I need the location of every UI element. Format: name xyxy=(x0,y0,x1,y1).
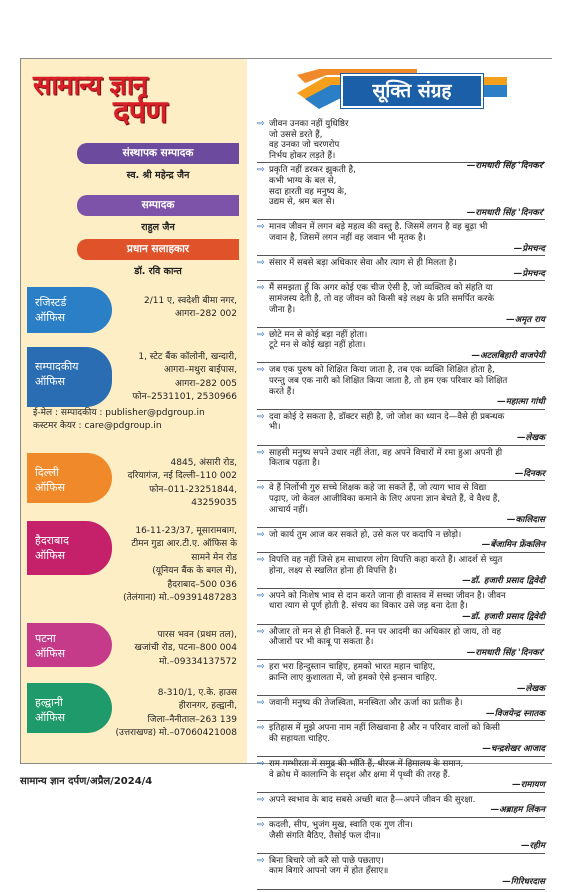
quote-line: भी। xyxy=(269,422,281,433)
arrow-icon: ⇨ xyxy=(257,365,265,376)
quote-author: —चन्द्रशेखर आजाद xyxy=(482,744,545,755)
quote-author: —रामायण xyxy=(512,780,545,791)
quote-line: सामंजस्य देती है, तो वह जीवन को किसी बड़े लक्ष्य के प्रति समर्पित करके xyxy=(269,293,495,304)
masthead-logo xyxy=(33,65,238,130)
quote-line: करते हैं। xyxy=(269,386,295,397)
quote-line: संसार में सबसे बड़ा अधिकार सेवा और त्याग से ही मिलता है। xyxy=(269,258,457,269)
masthead-title-part2: दर्पण xyxy=(113,94,167,130)
arrow-icon: ⇨ xyxy=(257,119,265,129)
office-address-line: 8-310/1, ए.के. हाउस xyxy=(157,688,237,698)
quote-line: किताब पढ़ता है। xyxy=(269,458,320,469)
office-address-line: फोन–011-23251844, xyxy=(149,484,237,495)
quote-item xyxy=(257,165,545,220)
office-email-line: ई-मेल : सम्पादकीय : publisher@pdgroup.in xyxy=(33,407,205,418)
quote-item xyxy=(257,530,545,553)
quote-line: होना, लक्ष्य से स्खलित होना ही विपत्ति है। xyxy=(269,565,397,576)
quote-line: मैं समझता हूँ कि अगर कोई एक चीज ऐसी है, जो व्यक्तित्व को संहति या xyxy=(269,283,493,294)
office-address-line: हैदराबाद–500 036 xyxy=(167,579,237,590)
quote-line: छोटे मन से कोई बड़ा नहीं होता। xyxy=(269,329,368,340)
office-label-line: हैदराबाद xyxy=(35,534,70,547)
office-address xyxy=(132,351,237,405)
staff-role-label: संस्थापक सम्पादक xyxy=(77,143,239,164)
quote-item xyxy=(257,412,545,446)
quote-text xyxy=(269,555,545,576)
quote-item xyxy=(257,448,545,482)
office-label-line: ऑफिस xyxy=(35,647,66,660)
quote-list xyxy=(257,119,545,892)
office-address-line: 2/11 ए, स्वदेशी बीमा नगर, xyxy=(143,296,237,306)
quote-line: इतिहास में मुझे अपना नाम नहीं लिखवाना है और न परिवार वालों को किसी xyxy=(269,723,500,734)
quote-text xyxy=(269,627,545,648)
office-label-tab xyxy=(27,347,112,407)
quote-line: आचार्य नहीं। xyxy=(269,504,308,515)
office-address-line: आगरा–282 002 xyxy=(175,309,237,320)
arrow-icon: ⇨ xyxy=(257,165,265,176)
quote-item xyxy=(257,330,545,364)
arrow-icon: ⇨ xyxy=(257,529,265,540)
page-footer: सामान्य ज्ञान दर्पण/अप्रैल/2024/4 xyxy=(20,776,153,787)
quote-item xyxy=(257,591,545,625)
quote-text xyxy=(269,448,545,469)
quote-text xyxy=(269,795,545,806)
office-address-line: जिला–नैनीताल–263 139 xyxy=(147,714,237,725)
office-label-line: ऑफिस xyxy=(35,375,66,388)
quote-line: वह उनका जो चरणरोप xyxy=(269,140,340,151)
arrow-icon: ⇨ xyxy=(257,329,265,340)
quote-author: —गिरिधरदास xyxy=(502,877,545,887)
arrow-icon: ⇨ xyxy=(257,258,265,269)
quote-line: कभी भाग्य के बल से, xyxy=(269,175,337,186)
quote-item xyxy=(257,365,545,409)
quote-item xyxy=(257,795,545,818)
office-label-line: पटना xyxy=(35,632,56,645)
quote-text xyxy=(269,365,545,397)
arrow-icon: ⇨ xyxy=(257,222,265,233)
office-label-line: ऑफिस xyxy=(35,481,66,494)
quote-author: —डॉ. हजारी प्रसाद द्विवेदी xyxy=(462,576,545,587)
quote-line: परन्तु जब एक नारी को शिक्षित किया जाता है, तो हम एक परिवार को शिक्षित xyxy=(269,376,508,387)
arrow-icon: ⇨ xyxy=(257,626,265,637)
quote-text xyxy=(269,591,545,612)
quote-text xyxy=(269,856,545,877)
office-address-line: 1, स्टेट बैंक कॉलोनी, खन्दारी, xyxy=(138,352,237,362)
quote-author: —महात्मा गांधी xyxy=(497,397,545,408)
office-label-line: रजिस्टर्ड xyxy=(35,296,67,309)
left-column xyxy=(21,59,247,763)
arrow-icon: ⇨ xyxy=(257,554,265,565)
quote-item xyxy=(257,820,545,854)
office-label-line: ऑफिस xyxy=(35,711,66,724)
quote-item xyxy=(257,222,545,256)
quote-line: धारा त्याग से पूर्ण होती है. संचय का विकार उसे जड़ बना देता है। xyxy=(269,601,468,612)
office-address-line: टीमन गुडा आर.टी.ए. ऑफिस के xyxy=(131,539,237,550)
staff-role-label: प्रधान सलाहकार xyxy=(77,239,239,260)
quote-author: —रहीम xyxy=(520,841,545,852)
quote-line: उद्यम से, श्रम बल से। xyxy=(269,197,335,208)
quote-author: —बेंजामिन फ्रेंकलिन xyxy=(481,540,545,551)
quote-text xyxy=(269,698,545,709)
masthead-title-part1: सामान्य ज्ञान xyxy=(33,70,147,101)
quote-text xyxy=(269,330,545,351)
section-title: सूक्ति संग्रह xyxy=(341,74,483,108)
office-label-tab xyxy=(27,521,112,575)
office-label-line: दिल्ली xyxy=(35,466,59,479)
quote-line: औजार तो मन से ही निकले हैं. मन पर आदमी का अधिकार हो जाय, तो वह xyxy=(269,626,502,637)
quote-text xyxy=(269,759,545,780)
arrow-icon: ⇨ xyxy=(257,759,265,770)
arrow-icon: ⇨ xyxy=(257,283,265,294)
office-address xyxy=(128,457,237,511)
quote-item xyxy=(257,662,545,696)
staff-name: डॉ. रवि कान्त xyxy=(134,266,182,277)
quote-line: जवानी मनुष्य की तेजस्विता, मनस्विता और ऊर्जा का प्रतीक है। xyxy=(269,698,463,709)
quote-line: जब एक पुरुष को शिक्षित किया जाता है, तब एक व्यक्ति शिक्षित होता है, xyxy=(269,365,495,376)
office-label-tab xyxy=(27,453,112,503)
quote-text xyxy=(269,412,545,433)
quote-author: —दिनकर xyxy=(514,468,545,479)
office-address xyxy=(144,295,237,322)
quote-line: अपने को निःशेष भाव से दान करते जाना ही वास्तव में सच्चा जीवन है। जीवन xyxy=(269,590,506,601)
quote-item xyxy=(257,759,545,793)
quote-item xyxy=(257,283,545,327)
quote-text xyxy=(269,222,545,243)
quote-item xyxy=(257,555,545,589)
quote-text xyxy=(269,723,545,744)
quote-line: बिना बिचारे जो करै सो पाछे पछताए। xyxy=(269,855,384,866)
office-label-tab xyxy=(27,287,112,333)
office-label-line: ऑफिस xyxy=(35,311,66,324)
quote-line: कदली, सीप, भुजंग मुख, स्वाति एक गुण तीन। xyxy=(269,820,413,831)
quote-line: सदा हारती वह मनुष्य के, xyxy=(269,186,347,197)
quote-author: —रामधारी सिंह 'दिनकर' xyxy=(466,207,545,218)
quote-line: जो कार्य तुम आज कर सकते हो, उसे कल पर कदापि न छोड़ो। xyxy=(269,529,462,540)
quote-line: विपत्ति वह नहीं जिसे हम साधारण लोग विपत्ति कहा करते हैं। आदर्श से च्युत xyxy=(269,554,503,565)
quote-author: —कालिदास xyxy=(506,515,545,526)
office-address-line: 16-11-23/37, मूसारामबाग, xyxy=(135,526,237,536)
office-address-line: (तेलंगाना) मो.–09391487283 xyxy=(123,593,237,604)
staff-name: राहुल जैन xyxy=(141,222,175,233)
office-address-line: हीरानगर, हल्द्वानी, xyxy=(178,701,237,712)
quote-line: टूटे मन से कोई खड़ा नहीं होता। xyxy=(269,340,366,351)
quote-author: —रामधारी सिंह 'दिनकर' xyxy=(466,647,545,658)
quote-text xyxy=(269,820,545,841)
office-address xyxy=(123,525,237,605)
arrow-icon: ⇨ xyxy=(257,698,265,709)
office-label-tab xyxy=(27,623,112,667)
quote-text xyxy=(269,483,545,515)
office-address-line: मो.–09334137572 xyxy=(158,656,237,667)
office-label-line: ऑफिस xyxy=(35,549,66,562)
office-label-tab xyxy=(27,683,112,733)
quote-author: —अब्राहम लिंकन xyxy=(490,805,545,816)
quote-line: जैसी संगति बैठिए, तैसोई फल दीन॥ xyxy=(269,830,381,841)
quote-line: दवा कोई दे सकता है, डॉक्टर सही है, जो जोश का ध्यान दे—वैसे ही प्रबन्धक xyxy=(269,411,505,422)
quote-line: जवान है, जिसमें लगन नहीं वह जवान भी मृतक है। xyxy=(269,232,426,243)
quote-item xyxy=(257,723,545,757)
arrow-icon: ⇨ xyxy=(257,483,265,494)
quote-text xyxy=(269,258,545,269)
quote-text xyxy=(269,283,545,315)
quote-item xyxy=(257,856,545,890)
office-address-line: 43259035 xyxy=(191,498,237,509)
arrow-icon: ⇨ xyxy=(257,590,265,601)
office-address xyxy=(115,687,237,741)
arrow-icon: ⇨ xyxy=(257,447,265,458)
office-email-block xyxy=(33,407,205,434)
staff-role-label: सम्पादक xyxy=(77,195,239,216)
quote-text xyxy=(269,662,545,683)
quote-line: औजारों पर भी काबू पा सकता है। xyxy=(269,637,374,648)
office-address-line: सामने मेन रोड xyxy=(191,552,237,563)
quote-line: पढ़ाए, जो केवल आजीविका कमाने के लिए अपना ज्ञान बेचते हैं, वे वैश्य हैं, xyxy=(269,494,501,504)
quote-author: —प्रेमचन्द xyxy=(513,268,545,279)
quote-item xyxy=(257,698,545,721)
office-address-line: आगरा–282 005 xyxy=(175,378,237,389)
office-address-line: फोन–2531101, 2530966 xyxy=(132,392,237,403)
quote-line: की सहायता चाहिए. xyxy=(269,733,330,744)
quote-author: —अटलबिहारी वाजपेयी xyxy=(471,350,545,361)
quote-line: हरा भरा हिन्दुस्तान चाहिए, हमको भारत महान चाहिए, xyxy=(269,662,436,673)
arrow-icon: ⇨ xyxy=(257,662,265,673)
quote-text xyxy=(269,530,545,541)
quote-line: निर्भय होकर लड़ते हैं। xyxy=(269,150,336,161)
arrow-icon: ⇨ xyxy=(257,855,265,866)
office-address-line: दरियागंज, नई दिल्ली–110 002 xyxy=(127,471,237,482)
quote-item xyxy=(257,627,545,661)
quote-line: जो उससे डरते हैं, xyxy=(269,129,323,140)
arrow-icon: ⇨ xyxy=(257,411,265,422)
quote-author: —प्रेमचन्द xyxy=(513,243,545,254)
quote-author: —लेखक xyxy=(516,433,545,444)
quote-author: —विजयेन्द्र स्नातक xyxy=(486,708,545,719)
quote-line: वे हैं निर्लोभी गुरु सच्चे शिक्षक कहे जा सकते हैं, जो त्याग भाव से विद्या xyxy=(269,483,487,494)
office-address xyxy=(134,629,237,669)
office-address-line: पारस भवन (प्रथम तल), xyxy=(157,630,237,640)
staff-name: स्व. श्री महेन्द्र जैन xyxy=(126,170,190,181)
quote-author: —डॉ. हजारी प्रसाद द्विवेदी xyxy=(462,611,545,622)
quote-line: साहसी मनुष्य सपने उधार नहीं लेता, वह अपने विचारों में रमा हुआ अपनी ही xyxy=(269,447,503,458)
quote-line: काम बिगारे आपनो जग में होत हँसाए॥ xyxy=(269,866,389,877)
quote-author: —अमृत राय xyxy=(506,315,545,326)
arrow-icon: ⇨ xyxy=(257,820,265,831)
quote-line: मानव जीवन में लगन बड़े महत्व की वस्तु है. जिसमें लगन है वह बूढ़ा भी xyxy=(269,222,488,233)
quote-line: जीना है। xyxy=(269,304,296,315)
quote-author: —लेखक xyxy=(516,683,545,694)
quote-line: राम गम्भीरता में समुद्र की भाँति हैं, धीरज में हिमालय के समान, xyxy=(269,759,464,770)
quote-item xyxy=(257,258,545,281)
office-address-line: (यूनियन बैंक के बगल में), xyxy=(152,566,237,577)
quote-text xyxy=(269,165,545,207)
arrow-icon: ⇨ xyxy=(257,794,265,805)
quote-line: प्रकृति नहीं डरकर झुकती है, xyxy=(269,165,356,176)
arrow-icon: ⇨ xyxy=(257,723,265,734)
quote-line: अपने स्वभाव के बाद सबसे अच्छी बात है—अपने जीवन की सुरक्षा. xyxy=(269,794,476,805)
quote-line: क्रान्ति लाए कुशालता में, जो हमको ऐसे इन्सान चाहिए. xyxy=(269,672,438,683)
office-address-line: (उत्तराखण्ड) मो.–07060421008 xyxy=(115,728,237,739)
quote-item xyxy=(257,483,545,527)
office-label-line: हल्द्वानी xyxy=(35,696,63,709)
office-address-line: आगरा–मथुरा बाईपास, xyxy=(163,365,237,376)
quote-text xyxy=(269,119,545,161)
office-address-line: 4845, अंसारी रोड, xyxy=(170,458,237,468)
office-address-line: खजांची रोड, पटना–800 004 xyxy=(134,643,237,654)
quote-line: वे क्रोध में कालाग्नि के सदृश और क्षमा में पृथ्वी की तरह हैं. xyxy=(269,769,451,780)
right-column xyxy=(247,59,552,887)
office-email-line: कस्टमर केयर : care@pdgroup.in xyxy=(33,421,162,431)
quote-author: —रामधारी सिंह 'दिनकर' xyxy=(466,161,545,172)
office-label-line: सम्पादकीय xyxy=(35,360,79,373)
quote-line: जीवन उनका नहीं युधिष्ठिर xyxy=(269,119,349,129)
